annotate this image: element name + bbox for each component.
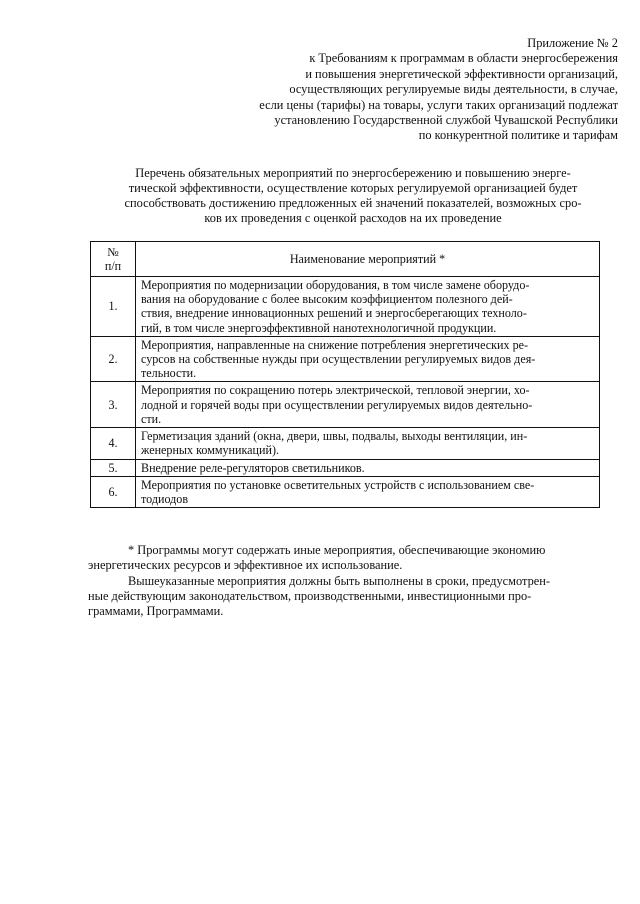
title-line: Перечень обязательных мероприятий по энергосбережению и повышению энерге- [135, 165, 571, 180]
appendix-line: по конкурентной политике и тарифам [418, 128, 618, 143]
column-header-number-line1: № [107, 244, 119, 259]
closing-line: граммами, Программами. [88, 603, 224, 618]
title-line: тической эффективности, осуществление которых регулируемой организацией будет [128, 181, 578, 196]
footnote-line: энергетических ресурсов и эффективное их использование. [88, 558, 403, 573]
appendix-line: к Требованиям к программам в области энергосбережения [309, 51, 618, 66]
row-description-line: тодиодов [141, 491, 189, 506]
table-row [91, 382, 600, 428]
row-number: 5. [91, 459, 136, 476]
column-header-number [91, 241, 136, 276]
appendix-line: если цены (тарифы) на товары, услуги таких организаций подлежат [259, 97, 618, 112]
row-description-line: ствия, внедрение инновационных решений и энергосберегающих техноло- [141, 306, 527, 321]
row-description-line: Герметизация зданий (окна, двери, швы, подвалы, выходы вентиляции, ин- [141, 429, 528, 444]
row-description-line: гий, в том числе энергоэффективной нанотехнологичной продукции. [141, 320, 497, 335]
column-header-number-line2: п/п [104, 258, 122, 273]
appendix-line: установлению Государственной службой Чувашской Республики [274, 113, 618, 128]
row-description-line: женерных коммуникаций). [141, 443, 280, 458]
row-description [136, 277, 600, 337]
measures-table [90, 241, 600, 508]
notes-section [88, 543, 618, 619]
table-row [91, 336, 600, 382]
row-number: 6. [91, 476, 136, 507]
table-row [91, 476, 600, 507]
appendix-header [88, 36, 618, 144]
appendix-line: осуществляющих регулируемые виды деятельности, в случае, [289, 82, 618, 97]
row-description [136, 476, 600, 507]
row-description-line: Внедрение реле-регуляторов светильников. [141, 460, 365, 475]
row-description [136, 382, 600, 428]
table-row [91, 428, 600, 459]
title-line: ков их проведения с оценкой расходов на их проведение [204, 211, 502, 226]
row-description-line: тельности. [141, 366, 197, 381]
row-number: 3. [91, 382, 136, 428]
row-description-line: Мероприятия по модернизации оборудования, в том числе замене оборудо- [141, 278, 530, 293]
closing-line: Вышеуказанные мероприятия должны быть выполнены в сроки, предусмотрен- [128, 573, 551, 588]
title-line: способствовать достижению предложенных ей значений показателей, возможных сро- [124, 196, 582, 211]
row-description [136, 336, 600, 382]
row-description-line: Мероприятия по установке осветительных устройств с использованием све- [141, 477, 535, 492]
row-description-line: Мероприятия по сокращению потерь электрической, тепловой энергии, хо- [141, 383, 530, 398]
footnote-line: * Программы могут содержать иные мероприятия, обеспечивающие экономию [128, 543, 546, 558]
row-description-line: сти. [141, 411, 162, 426]
closing-line: ные действующим законодательством, производственными, инвестиционными про- [88, 588, 532, 603]
appendix-line: и повышения энергетической эффективности организаций, [305, 66, 618, 81]
column-header-name: Наименование мероприятий * [136, 241, 600, 276]
row-number: 4. [91, 428, 136, 459]
appendix-line: Приложение № 2 [527, 36, 618, 50]
table-row [91, 459, 600, 476]
row-description-line: сурсов на собственные нужды при осуществлении регулируемых видов дея- [141, 352, 536, 367]
row-number: 1. [91, 277, 136, 337]
row-description-line: Мероприятия, направленные на снижение потребления энергетических ре- [141, 337, 529, 352]
row-description [136, 428, 600, 459]
row-description-line: вания на оборудование с более высоким коэффициентом полезного дей- [141, 292, 513, 307]
closing-paragraph [88, 574, 618, 620]
footnote [88, 543, 618, 573]
table-header-row [91, 241, 600, 276]
table-row [91, 277, 600, 337]
row-number: 2. [91, 336, 136, 382]
row-description-line: лодной и горячей воды при осуществлении регулируемых видов деятельно- [141, 397, 533, 412]
document-title [88, 166, 618, 227]
row-description [136, 459, 600, 476]
